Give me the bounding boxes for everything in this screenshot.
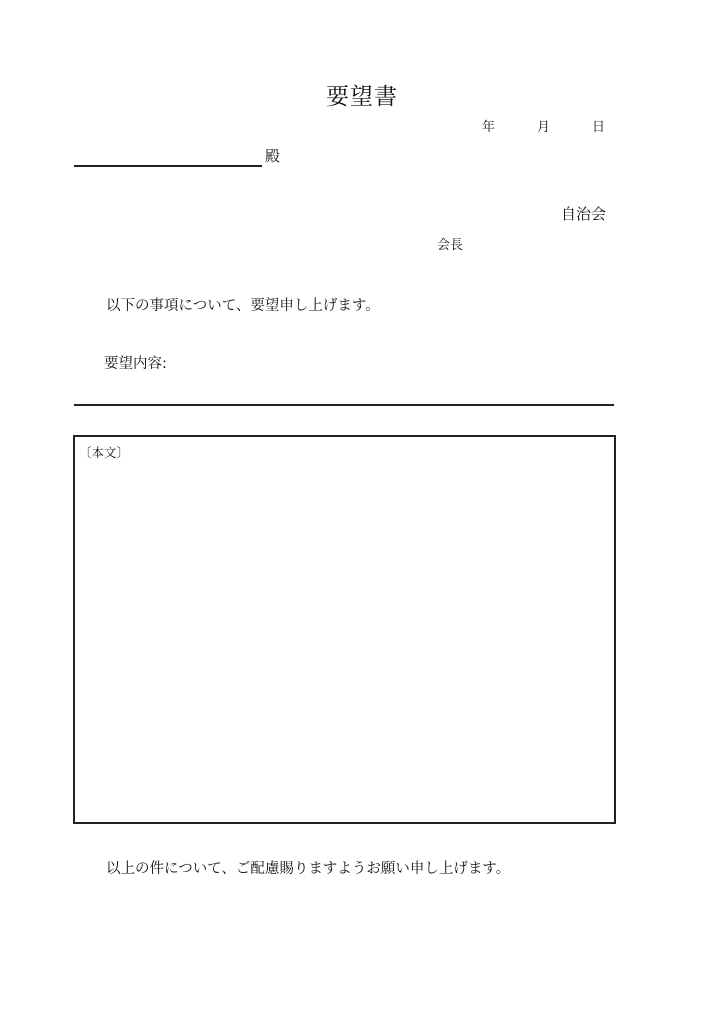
recipient-name-line[interactable] <box>74 165 262 167</box>
closing-text: 以上の件について、ご配慮賜りますようお願い申し上げます。 <box>106 861 511 877</box>
date-month-label: 月 <box>537 120 551 135</box>
request-content-label: 要望内容: <box>104 356 167 372</box>
date-day-label: 日 <box>592 120 606 135</box>
body-text-label: 〔本文〕 <box>79 445 130 460</box>
body-text-box[interactable] <box>73 435 616 824</box>
sender-position: 会長 <box>437 238 464 253</box>
document-title: 要望書 <box>326 84 398 110</box>
sender-organization: 自治会 <box>561 205 607 223</box>
intro-text: 以下の事項について、要望申し上げます。 <box>106 298 380 314</box>
date-year-label: 年 <box>482 120 496 135</box>
recipient-honorific: 殿 <box>265 147 281 165</box>
request-content-line[interactable] <box>74 404 614 406</box>
